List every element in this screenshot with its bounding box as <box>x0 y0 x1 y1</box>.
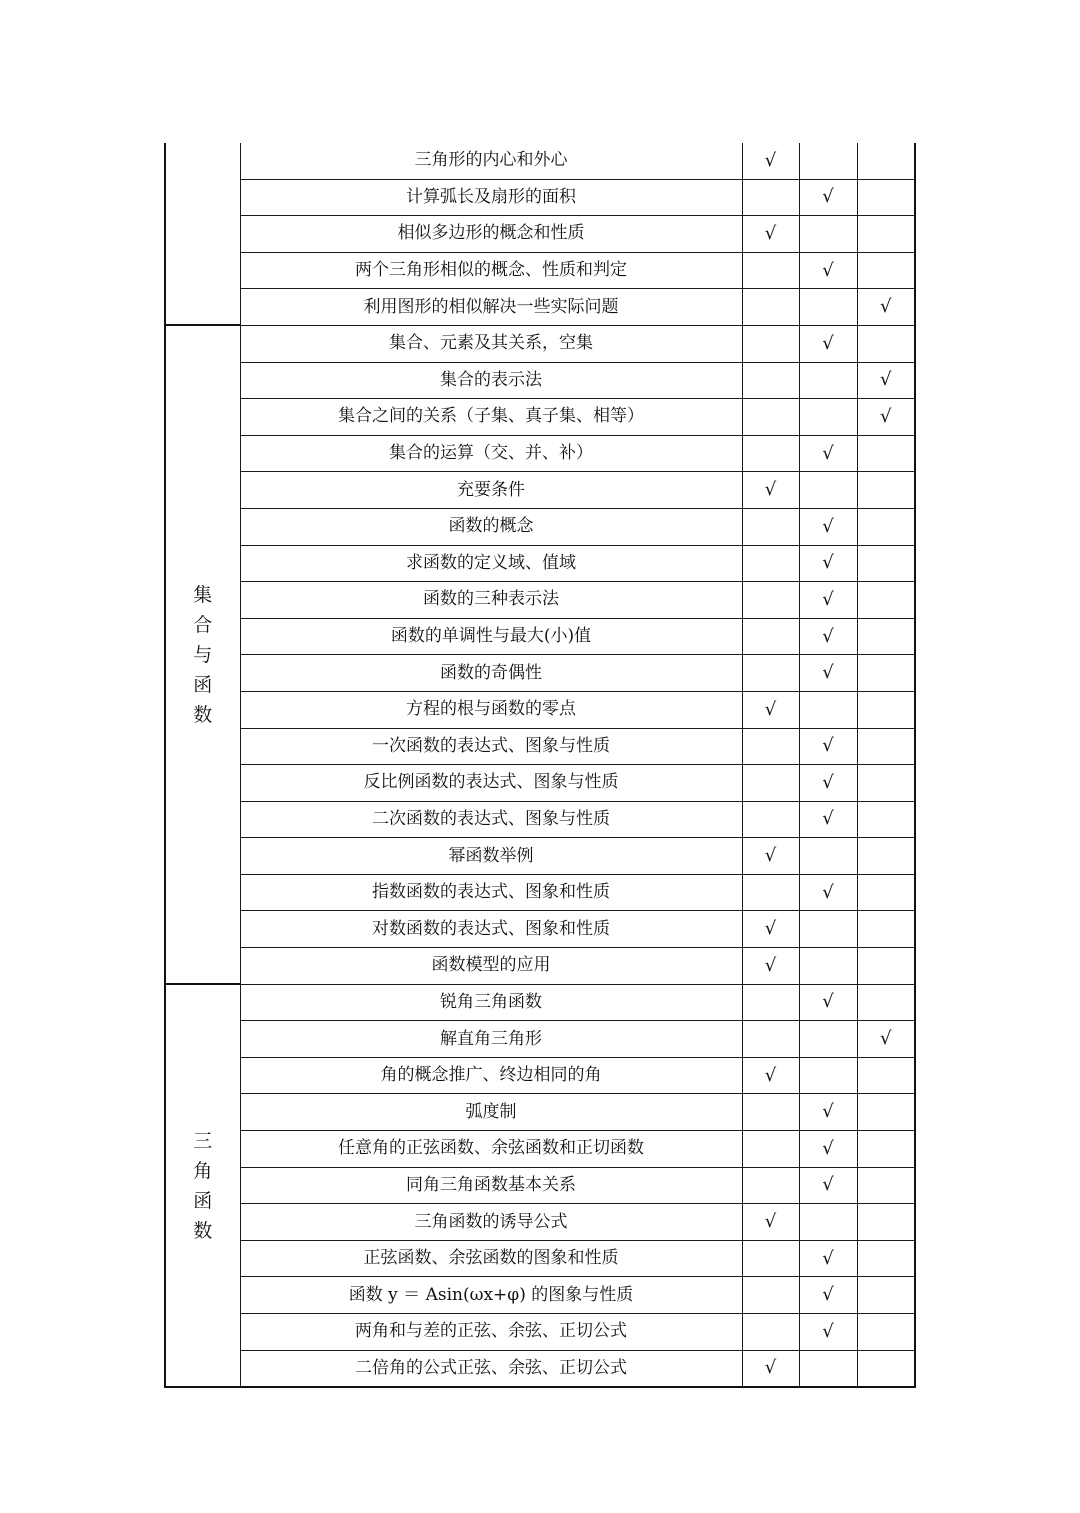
check-mark: √ <box>822 1320 834 1342</box>
level-2-cell <box>799 399 857 436</box>
topic-cell: 计算弧长及扇形的面积 <box>240 179 742 216</box>
level-3-cell <box>857 143 915 179</box>
level-1-cell <box>742 1094 799 1131</box>
check-mark: √ <box>822 881 834 903</box>
table-row <box>165 728 915 765</box>
level-3-cell <box>857 1094 915 1131</box>
level-1-cell <box>742 728 799 765</box>
check-mark: √ <box>822 1101 834 1123</box>
topic-cell: 一次函数的表达式、图象与性质 <box>240 728 742 765</box>
level-2-cell <box>799 216 857 253</box>
table-row <box>165 1094 915 1131</box>
level-2-cell <box>799 728 857 765</box>
level-3-cell <box>857 728 915 765</box>
level-3-cell <box>857 545 915 582</box>
check-mark: √ <box>822 991 834 1013</box>
level-2-cell <box>799 984 857 1021</box>
check-mark: √ <box>764 698 777 720</box>
table-row <box>165 179 915 216</box>
level-3-cell <box>857 1240 915 1277</box>
level-2-cell <box>799 838 857 875</box>
topic-cell: 函数的奇偶性 <box>240 655 742 692</box>
topic-cell: 同角三角函数基本关系 <box>240 1167 742 1204</box>
table-row <box>165 399 915 436</box>
level-1-cell <box>742 508 799 545</box>
level-1-cell <box>742 1057 799 1094</box>
level-3-cell <box>857 179 915 216</box>
check-mark: √ <box>764 1357 777 1379</box>
level-2-cell <box>799 582 857 619</box>
table-row <box>165 216 915 253</box>
topic-cell: 三角函数的诱导公式 <box>240 1204 742 1241</box>
check-mark: √ <box>822 1247 834 1269</box>
level-3-cell <box>857 362 915 399</box>
check-mark: √ <box>822 1137 834 1159</box>
topic-cell: 对数函数的表达式、图象和性质 <box>240 911 742 948</box>
topic-cell: 集合、元素及其关系，空集 <box>240 325 742 362</box>
level-2-cell <box>799 1021 857 1058</box>
check-mark: √ <box>822 735 834 757</box>
topic-cell: 相似多边形的概念和性质 <box>240 216 742 253</box>
topic-cell: 函数的概念 <box>240 508 742 545</box>
level-2-cell <box>799 874 857 911</box>
check-mark: √ <box>764 222 777 244</box>
level-1-cell <box>742 545 799 582</box>
level-2-cell <box>799 1350 857 1387</box>
table-row <box>165 874 915 911</box>
table-row <box>165 691 915 728</box>
group-label-cell <box>165 143 240 325</box>
topic-cell: 集合的表示法 <box>240 362 742 399</box>
group-label-cell <box>165 984 240 1387</box>
topic-cell: 两个三角形相似的概念、性质和判定 <box>240 252 742 289</box>
level-1-cell <box>742 618 799 655</box>
level-1-cell <box>742 325 799 362</box>
level-1-cell <box>742 1021 799 1058</box>
level-3-cell <box>857 1350 915 1387</box>
topic-cell: 充要条件 <box>240 472 742 509</box>
check-mark: √ <box>822 515 834 537</box>
level-2-cell <box>799 325 857 362</box>
check-mark: √ <box>764 845 777 867</box>
level-3-cell <box>857 582 915 619</box>
check-mark: √ <box>822 662 834 684</box>
level-2-cell <box>799 1314 857 1351</box>
level-3-cell <box>857 289 915 326</box>
level-2-cell <box>799 911 857 948</box>
topic-cell: 三角形的内心和外心 <box>240 143 742 179</box>
level-3-cell <box>857 874 915 911</box>
check-mark: √ <box>880 369 892 391</box>
check-mark: √ <box>764 479 777 501</box>
table-row <box>165 435 915 472</box>
table-row <box>165 252 915 289</box>
table-row <box>165 472 915 509</box>
table-row <box>165 1204 915 1241</box>
level-3-cell <box>857 1057 915 1094</box>
level-2-cell <box>799 472 857 509</box>
table-row <box>165 1057 915 1094</box>
topic-cell: 二倍角的公式正弦、余弦、正切公式 <box>240 1350 742 1387</box>
topic-cell: 集合的运算（交、并、补） <box>240 435 742 472</box>
table-row <box>165 655 915 692</box>
check-mark: √ <box>822 1174 834 1196</box>
level-1-cell <box>742 289 799 326</box>
level-1-cell <box>742 252 799 289</box>
topic-cell: 利用图形的相似解决一些实际问题 <box>240 289 742 326</box>
check-mark: √ <box>880 405 892 427</box>
table-row <box>165 582 915 619</box>
level-2-cell <box>799 179 857 216</box>
level-3-cell <box>857 691 915 728</box>
level-2-cell <box>799 1240 857 1277</box>
level-1-cell <box>742 1131 799 1168</box>
level-1-cell <box>742 472 799 509</box>
topic-cell: 任意角的正弦函数、余弦函数和正切函数 <box>240 1131 742 1168</box>
level-1-cell <box>742 216 799 253</box>
check-mark: √ <box>822 442 834 464</box>
level-3-cell <box>857 948 915 985</box>
topic-cell: 函数模型的应用 <box>240 948 742 985</box>
level-3-cell <box>857 1021 915 1058</box>
level-2-cell <box>799 1057 857 1094</box>
table-row <box>165 1314 915 1351</box>
table-row <box>165 143 915 179</box>
check-mark: √ <box>764 954 777 976</box>
level-3-cell <box>857 472 915 509</box>
level-1-cell <box>742 655 799 692</box>
table-row <box>165 838 915 875</box>
check-mark: √ <box>822 552 834 574</box>
level-1-cell <box>742 765 799 802</box>
table-row <box>165 911 915 948</box>
level-3-cell <box>857 435 915 472</box>
table-row <box>165 1350 915 1387</box>
level-3-cell <box>857 911 915 948</box>
level-2-cell <box>799 691 857 728</box>
level-2-cell <box>799 1277 857 1314</box>
level-2-cell <box>799 362 857 399</box>
level-1-cell <box>742 948 799 985</box>
check-mark: √ <box>822 1284 834 1306</box>
table-row <box>165 1021 915 1058</box>
level-1-cell <box>742 179 799 216</box>
table-row <box>165 1167 915 1204</box>
level-3-cell <box>857 1204 915 1241</box>
level-3-cell <box>857 618 915 655</box>
group-label: 集合与函数 <box>193 583 213 726</box>
table-row <box>165 362 915 399</box>
level-2-cell <box>799 1167 857 1204</box>
table-row <box>165 325 915 362</box>
level-1-cell <box>742 1204 799 1241</box>
table-row <box>165 948 915 985</box>
table-row <box>165 984 915 1021</box>
table-row <box>165 618 915 655</box>
topic-cell: 幂函数举例 <box>240 838 742 875</box>
check-mark: √ <box>822 588 834 610</box>
level-1-cell <box>742 582 799 619</box>
level-3-cell <box>857 655 915 692</box>
check-mark: √ <box>764 918 777 940</box>
table-row <box>165 1240 915 1277</box>
level-3-cell <box>857 216 915 253</box>
level-2-cell <box>799 289 857 326</box>
group-label: 三角函数 <box>193 1129 213 1242</box>
curriculum-table <box>164 143 916 1388</box>
topic-cell: 集合之间的关系（子集、真子集、相等） <box>240 399 742 436</box>
check-mark: √ <box>822 259 834 281</box>
level-2-cell <box>799 801 857 838</box>
level-1-cell <box>742 691 799 728</box>
level-2-cell <box>799 1094 857 1131</box>
level-3-cell <box>857 984 915 1021</box>
check-mark: √ <box>764 149 777 171</box>
group-label-cell <box>165 325 240 984</box>
topic-cell: 正弦函数、余弦函数的图象和性质 <box>240 1240 742 1277</box>
level-1-cell <box>742 838 799 875</box>
level-3-cell <box>857 399 915 436</box>
level-3-cell <box>857 838 915 875</box>
topic-cell: 方程的根与函数的零点 <box>240 691 742 728</box>
level-3-cell <box>857 765 915 802</box>
level-3-cell <box>857 1167 915 1204</box>
topic-cell: 函数 y ＝ Asin(ωx+φ) 的图象与性质 <box>240 1277 742 1314</box>
table-row <box>165 765 915 802</box>
level-1-cell <box>742 874 799 911</box>
topic-cell: 角的概念推广、终边相同的角 <box>240 1057 742 1094</box>
level-2-cell <box>799 1204 857 1241</box>
check-mark: √ <box>822 186 834 208</box>
level-2-cell <box>799 948 857 985</box>
level-3-cell <box>857 325 915 362</box>
level-3-cell <box>857 1131 915 1168</box>
level-3-cell <box>857 252 915 289</box>
check-mark: √ <box>764 1211 777 1233</box>
level-1-cell <box>742 435 799 472</box>
level-3-cell <box>857 1314 915 1351</box>
level-1-cell <box>742 801 799 838</box>
topic-cell: 两角和与差的正弦、余弦、正切公式 <box>240 1314 742 1351</box>
table-row <box>165 801 915 838</box>
topic-cell: 弧度制 <box>240 1094 742 1131</box>
level-2-cell <box>799 1131 857 1168</box>
table-row <box>165 289 915 326</box>
level-3-cell <box>857 508 915 545</box>
topic-cell: 二次函数的表达式、图象与性质 <box>240 801 742 838</box>
level-3-cell <box>857 1277 915 1314</box>
topic-cell: 锐角三角函数 <box>240 984 742 1021</box>
check-mark: √ <box>822 771 834 793</box>
check-mark: √ <box>822 332 834 354</box>
level-2-cell <box>799 618 857 655</box>
level-1-cell <box>742 911 799 948</box>
level-2-cell <box>799 545 857 582</box>
level-2-cell <box>799 252 857 289</box>
level-1-cell <box>742 1167 799 1204</box>
level-1-cell <box>742 984 799 1021</box>
check-mark: √ <box>764 1064 777 1086</box>
table-row <box>165 545 915 582</box>
topic-cell: 指数函数的表达式、图象和性质 <box>240 874 742 911</box>
level-2-cell <box>799 435 857 472</box>
table-row <box>165 1277 915 1314</box>
topic-cell: 求函数的定义域、值域 <box>240 545 742 582</box>
level-2-cell <box>799 765 857 802</box>
level-2-cell <box>799 143 857 179</box>
table-row <box>165 508 915 545</box>
level-1-cell <box>742 1350 799 1387</box>
topic-cell: 反比例函数的表达式、图象与性质 <box>240 765 742 802</box>
level-1-cell <box>742 1314 799 1351</box>
check-mark: √ <box>822 808 834 830</box>
topic-cell: 函数的三种表示法 <box>240 582 742 619</box>
check-mark: √ <box>822 625 834 647</box>
topic-cell: 函数的单调性与最大(小)值 <box>240 618 742 655</box>
level-2-cell <box>799 508 857 545</box>
table-row <box>165 1131 915 1168</box>
level-1-cell <box>742 143 799 179</box>
topic-cell: 解直角三角形 <box>240 1021 742 1058</box>
level-2-cell <box>799 655 857 692</box>
level-1-cell <box>742 1240 799 1277</box>
level-1-cell <box>742 399 799 436</box>
level-3-cell <box>857 801 915 838</box>
check-mark: √ <box>880 1028 892 1050</box>
level-1-cell <box>742 362 799 399</box>
level-1-cell <box>742 1277 799 1314</box>
check-mark: √ <box>880 296 892 318</box>
